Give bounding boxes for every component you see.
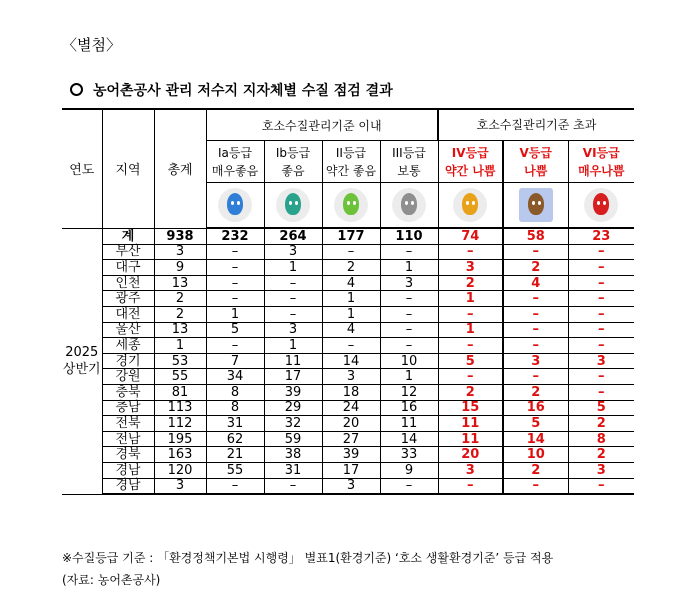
region-cell: 울산 bbox=[102, 322, 154, 338]
table-row bbox=[62, 400, 634, 416]
value-cell: 938 bbox=[154, 228, 206, 244]
value-cell: 74 bbox=[438, 228, 503, 244]
water-drop-ib-icon bbox=[276, 188, 310, 222]
header-year: 연도 bbox=[62, 109, 102, 228]
value-cell: 38 bbox=[264, 447, 322, 463]
table-row bbox=[62, 478, 634, 494]
value-cell: – bbox=[206, 260, 264, 276]
value-cell: 14 bbox=[380, 431, 438, 447]
region-cell: 인천 bbox=[102, 275, 154, 291]
value-cell: 27 bbox=[322, 431, 380, 447]
value-cell: – bbox=[206, 478, 264, 494]
table-row bbox=[62, 322, 634, 338]
value-cell: – bbox=[438, 244, 503, 260]
value-cell: 1 bbox=[154, 338, 206, 354]
value-cell: – bbox=[568, 291, 634, 307]
value-cell: 2 bbox=[503, 384, 568, 400]
value-cell: – bbox=[503, 291, 568, 307]
value-cell: 11 bbox=[438, 416, 503, 432]
region-cell: 경북 bbox=[102, 447, 154, 463]
value-cell: 1 bbox=[380, 260, 438, 276]
value-cell: – bbox=[568, 306, 634, 322]
value-cell: 1 bbox=[438, 291, 503, 307]
value-cell: 1 bbox=[322, 306, 380, 322]
grade-ia-label: Ia등급 매우좋음 bbox=[206, 141, 264, 183]
region-cell: 경기 bbox=[102, 353, 154, 369]
value-cell: 10 bbox=[380, 353, 438, 369]
value-cell: – bbox=[568, 384, 634, 400]
value-cell: – bbox=[568, 244, 634, 260]
water-drop-ii-icon bbox=[334, 188, 368, 222]
table-row bbox=[62, 260, 634, 276]
value-cell: 31 bbox=[264, 462, 322, 478]
value-cell: 53 bbox=[154, 353, 206, 369]
section-title bbox=[70, 80, 393, 100]
grade-vi-label: VI등급 매우나쁨 bbox=[568, 141, 634, 183]
value-cell: 34 bbox=[206, 369, 264, 385]
value-cell: 23 bbox=[568, 228, 634, 244]
value-cell: – bbox=[264, 291, 322, 307]
value-cell: 195 bbox=[154, 431, 206, 447]
value-cell: 3 bbox=[264, 244, 322, 260]
value-cell: 31 bbox=[206, 416, 264, 432]
value-cell: 39 bbox=[264, 384, 322, 400]
value-cell: 32 bbox=[264, 416, 322, 432]
value-cell: 1 bbox=[322, 291, 380, 307]
table-row bbox=[62, 462, 634, 478]
value-cell: 3 bbox=[322, 369, 380, 385]
value-cell: – bbox=[380, 291, 438, 307]
value-cell: 17 bbox=[264, 369, 322, 385]
region-cell: 계 bbox=[102, 228, 154, 244]
value-cell: 113 bbox=[154, 400, 206, 416]
value-cell: – bbox=[503, 322, 568, 338]
value-cell: 2 bbox=[438, 275, 503, 291]
table-row bbox=[62, 353, 634, 369]
value-cell: 10 bbox=[503, 447, 568, 463]
region-cell: 경남 bbox=[102, 462, 154, 478]
value-cell: 3 bbox=[568, 353, 634, 369]
table-row bbox=[62, 338, 634, 354]
water-drop-v-icon bbox=[519, 188, 553, 222]
value-cell: – bbox=[380, 338, 438, 354]
region-cell: 충남 bbox=[102, 400, 154, 416]
value-cell: 3 bbox=[503, 353, 568, 369]
value-cell: 2 bbox=[568, 447, 634, 463]
value-cell: 1 bbox=[264, 338, 322, 354]
value-cell: 59 bbox=[264, 431, 322, 447]
value-cell: – bbox=[438, 338, 503, 354]
grade-ib-label: Ib등급 좋음 bbox=[264, 141, 322, 183]
value-cell: – bbox=[503, 369, 568, 385]
value-cell: – bbox=[206, 275, 264, 291]
value-cell: 11 bbox=[438, 431, 503, 447]
region-cell: 대전 bbox=[102, 306, 154, 322]
value-cell: 16 bbox=[503, 400, 568, 416]
value-cell: 55 bbox=[206, 462, 264, 478]
value-cell: 112 bbox=[154, 416, 206, 432]
value-cell: 3 bbox=[154, 478, 206, 494]
water-drop-iii-icon bbox=[392, 188, 426, 222]
value-cell: 3 bbox=[380, 275, 438, 291]
water-quality-table bbox=[62, 108, 634, 495]
value-cell: 20 bbox=[438, 447, 503, 463]
value-cell: 13 bbox=[154, 322, 206, 338]
value-cell: 17 bbox=[322, 462, 380, 478]
value-cell: 4 bbox=[322, 275, 380, 291]
value-cell: – bbox=[568, 369, 634, 385]
region-cell: 부산 bbox=[102, 244, 154, 260]
value-cell: – bbox=[503, 478, 568, 494]
value-cell: – bbox=[568, 478, 634, 494]
value-cell: 33 bbox=[380, 447, 438, 463]
value-cell: 11 bbox=[264, 353, 322, 369]
value-cell: 2 bbox=[503, 260, 568, 276]
table-row bbox=[62, 369, 634, 385]
table-row bbox=[62, 384, 634, 400]
value-cell: – bbox=[264, 275, 322, 291]
value-cell: 14 bbox=[322, 353, 380, 369]
value-cell: 7 bbox=[206, 353, 264, 369]
value-cell: – bbox=[380, 478, 438, 494]
footnote: ※수질등급 기준 : 「환경정책기본법 시행령」 별표1(환경기준) ‘호소 생활환경기준’ 등급 적용 bbox=[62, 551, 554, 565]
value-cell: 4 bbox=[322, 322, 380, 338]
value-cell: 24 bbox=[322, 400, 380, 416]
value-cell: 163 bbox=[154, 447, 206, 463]
value-cell: 3 bbox=[438, 462, 503, 478]
value-cell: – bbox=[503, 244, 568, 260]
value-cell: 21 bbox=[206, 447, 264, 463]
value-cell: – bbox=[322, 338, 380, 354]
water-drop-ia-icon bbox=[218, 188, 252, 222]
value-cell: 3 bbox=[154, 244, 206, 260]
region-cell: 전남 bbox=[102, 431, 154, 447]
value-cell: – bbox=[503, 338, 568, 354]
value-cell: 2 bbox=[568, 416, 634, 432]
table-row bbox=[62, 291, 634, 307]
table-row bbox=[62, 447, 634, 463]
value-cell: – bbox=[568, 260, 634, 276]
value-cell: – bbox=[503, 306, 568, 322]
value-cell: 9 bbox=[154, 260, 206, 276]
value-cell: – bbox=[206, 338, 264, 354]
grade-iii-label: III등급 보통 bbox=[380, 141, 438, 183]
header-within: 호소수질관리기준 이내 bbox=[206, 109, 438, 141]
header-region: 지역 bbox=[102, 109, 154, 228]
value-cell: – bbox=[438, 306, 503, 322]
region-cell: 충북 bbox=[102, 384, 154, 400]
table-row bbox=[62, 275, 634, 291]
value-cell: 5 bbox=[438, 353, 503, 369]
source-note: (자료: 농어촌공사) bbox=[62, 573, 161, 587]
value-cell: – bbox=[568, 275, 634, 291]
value-cell: 2 bbox=[322, 260, 380, 276]
value-cell: 5 bbox=[206, 322, 264, 338]
table-row bbox=[62, 244, 634, 260]
value-cell: 55 bbox=[154, 369, 206, 385]
header-exceed: 호소수질관리기준 초과 bbox=[438, 109, 634, 141]
value-cell: 62 bbox=[206, 431, 264, 447]
value-cell: 58 bbox=[503, 228, 568, 244]
attachment-label: 〈별첨〉 bbox=[62, 36, 121, 54]
grade-v-label: V등급 나쁨 bbox=[503, 141, 568, 183]
value-cell: – bbox=[438, 478, 503, 494]
value-cell: 8 bbox=[206, 400, 264, 416]
value-cell: 8 bbox=[568, 431, 634, 447]
table-row bbox=[62, 306, 634, 322]
region-cell: 강원 bbox=[102, 369, 154, 385]
grade-ii-label: II등급 약간 좋음 bbox=[322, 141, 380, 183]
value-cell: 11 bbox=[380, 416, 438, 432]
value-cell: 15 bbox=[438, 400, 503, 416]
value-cell: 110 bbox=[380, 228, 438, 244]
value-cell: 14 bbox=[503, 431, 568, 447]
table-row bbox=[62, 431, 634, 447]
region-cell: 광주 bbox=[102, 291, 154, 307]
total-row bbox=[62, 228, 634, 244]
value-cell: 20 bbox=[322, 416, 380, 432]
value-cell: 2 bbox=[154, 306, 206, 322]
value-cell: 39 bbox=[322, 447, 380, 463]
value-cell: – bbox=[264, 478, 322, 494]
value-cell: 2 bbox=[503, 462, 568, 478]
value-cell: 2 bbox=[154, 291, 206, 307]
water-drop-iv-icon bbox=[453, 188, 487, 222]
value-cell: 29 bbox=[264, 400, 322, 416]
value-cell: 5 bbox=[503, 416, 568, 432]
value-cell: 3 bbox=[322, 478, 380, 494]
value-cell: 9 bbox=[380, 462, 438, 478]
section-title-text: 농어촌공사 관리 저수지 지자체별 수질 점검 결과 bbox=[93, 83, 393, 99]
value-cell: 264 bbox=[264, 228, 322, 244]
value-cell: 4 bbox=[503, 275, 568, 291]
value-cell: – bbox=[206, 244, 264, 260]
value-cell: – bbox=[568, 322, 634, 338]
value-cell: – bbox=[380, 306, 438, 322]
region-cell: 경남 bbox=[102, 478, 154, 494]
value-cell: 3 bbox=[438, 260, 503, 276]
value-cell: 120 bbox=[154, 462, 206, 478]
value-cell: – bbox=[264, 306, 322, 322]
table-row bbox=[62, 416, 634, 432]
year-cell: 2025 상반기 bbox=[62, 228, 102, 494]
value-cell: 1 bbox=[206, 306, 264, 322]
region-cell: 세종 bbox=[102, 338, 154, 354]
grade-iv-label: IV등급 약간 나쁨 bbox=[438, 141, 503, 183]
value-cell: 13 bbox=[154, 275, 206, 291]
value-cell: 1 bbox=[264, 260, 322, 276]
region-cell: 전북 bbox=[102, 416, 154, 432]
value-cell: 16 bbox=[380, 400, 438, 416]
value-cell: 1 bbox=[380, 369, 438, 385]
value-cell: – bbox=[380, 322, 438, 338]
bullet-circle-icon bbox=[70, 83, 83, 96]
value-cell: 2 bbox=[438, 384, 503, 400]
region-cell: 대구 bbox=[102, 260, 154, 276]
value-cell: – bbox=[438, 369, 503, 385]
value-cell: 1 bbox=[438, 322, 503, 338]
value-cell: 8 bbox=[206, 384, 264, 400]
value-cell: 3 bbox=[568, 462, 634, 478]
value-cell: – bbox=[206, 291, 264, 307]
value-cell: – bbox=[568, 338, 634, 354]
water-drop-vi-icon bbox=[584, 188, 618, 222]
value-cell: 232 bbox=[206, 228, 264, 244]
value-cell: 5 bbox=[568, 400, 634, 416]
header-total: 총계 bbox=[154, 109, 206, 228]
value-cell: 12 bbox=[380, 384, 438, 400]
value-cell: 81 bbox=[154, 384, 206, 400]
value-cell: 18 bbox=[322, 384, 380, 400]
value-cell: – bbox=[322, 244, 380, 260]
value-cell: – bbox=[380, 244, 438, 260]
value-cell: 3 bbox=[264, 322, 322, 338]
value-cell: 177 bbox=[322, 228, 380, 244]
